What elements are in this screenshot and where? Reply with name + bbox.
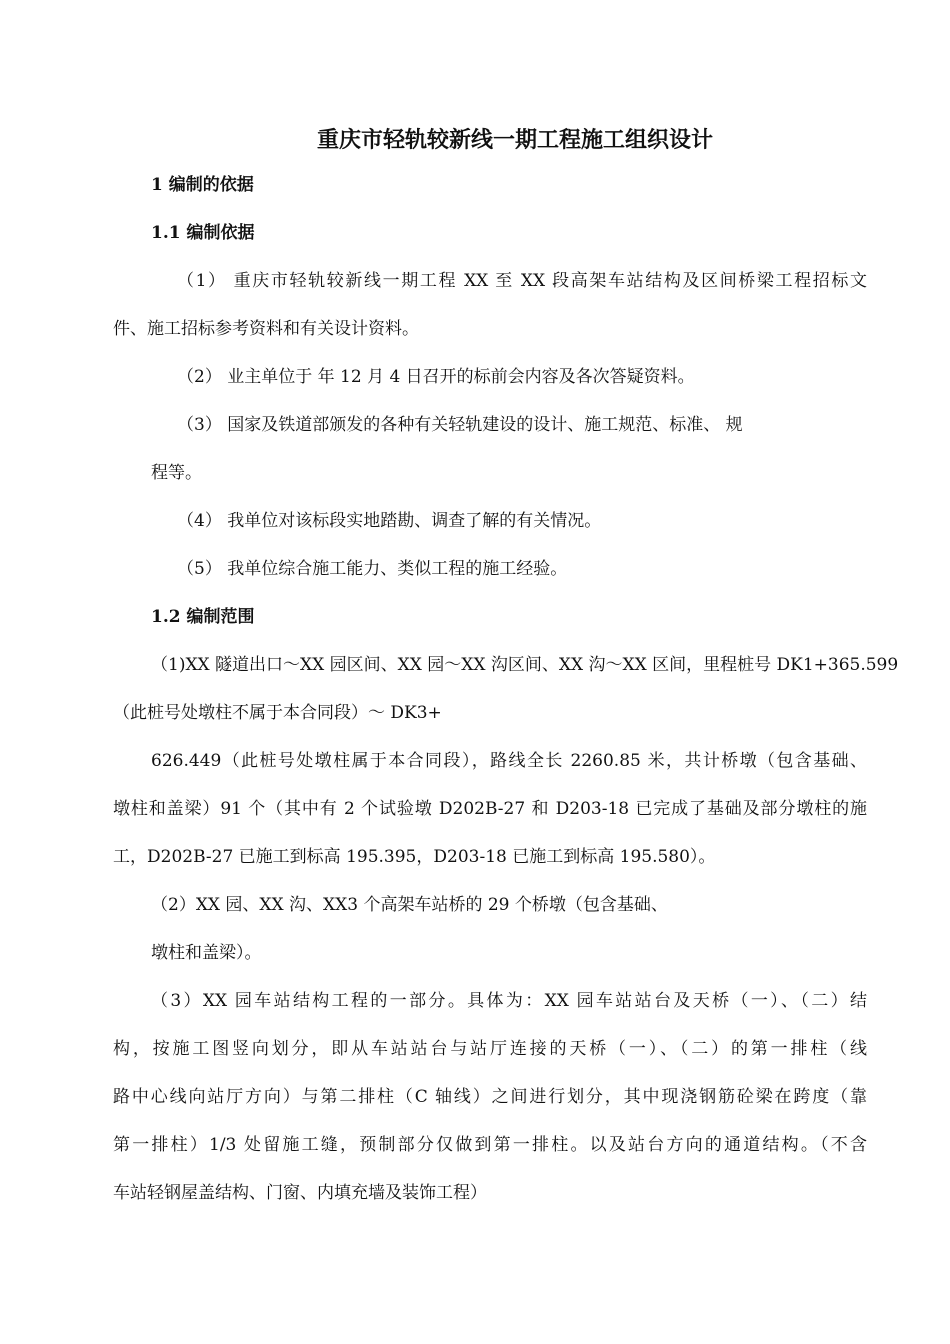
basis-item-3-line-2: 程等。	[151, 463, 202, 483]
section-heading-1: 1 编制的依据	[151, 175, 254, 195]
scope-item-3-line-3: 路中心线向站厅方向）与第二排柱（C 轴线）之间进行划分，其中现浇钢筋砼梁在跨度（靠	[113, 1087, 867, 1107]
section-heading-1-1: 1.1 编制依据	[151, 223, 255, 243]
basis-item-1-line-2: 件、施工招标参考资料和有关设计资料。	[113, 319, 419, 339]
scope-item-3-line-4: 第一排柱）1/3 处留施工缝，预制部分仅做到第一排柱。以及站台方向的通道结构。（不含	[113, 1135, 867, 1155]
scope-item-2-line-1: （2）XX 园、XX 沟、XX3 个高架车站桥的 29 个桥墩（包含基础、	[151, 895, 668, 915]
scope-item-3-line-1: （3）XX 园车站结构工程的一部分。具体为：XX 园车站站台及天桥（一）、（二）结	[151, 991, 867, 1011]
basis-item-4: （4） 我单位对该标段实地踏勘、调查了解的有关情况。	[177, 511, 602, 531]
basis-item-1-line-1: （1） 重庆市轻轨较新线一期工程 XX 至 XX 段高架车站结构及区间桥梁工程招标文	[177, 271, 867, 291]
scope-item-1-line-4: 墩柱和盖梁）91 个（其中有 2 个试验墩 D202B-27 和 D203-18 已完成了基础及部分墩柱的施	[113, 799, 867, 819]
scope-item-1-line-2: （此桩号处墩柱不属于本合同段）～ DK3+	[113, 703, 442, 723]
basis-item-5: （5） 我单位综合施工能力、类似工程的施工经验。	[177, 559, 568, 579]
scope-item-3-line-5: 车站轻钢屋盖结构、门窗、内填充墙及装饰工程）	[113, 1183, 487, 1203]
scope-item-1-line-3: 626.449（此桩号处墩柱属于本合同段），路线全长 2260.85 米，共计桥墩（包含基础、	[151, 751, 867, 771]
scope-item-2-line-2: 墩柱和盖梁）。	[151, 943, 262, 963]
scope-item-3-line-2: 构，按施工图竖向划分，即从车站站台与站厅连接的天桥（一）、（二）的第一排柱（线	[113, 1039, 867, 1059]
scope-item-1-line-5: 工，D202B-27 已施工到标高 195.395，D203-18 已施工到标高 195.580）。	[113, 847, 716, 867]
basis-item-2: （2） 业主单位于 年 12 月 4 日召开的标前会内容及各次答疑资料。	[177, 367, 695, 387]
basis-item-3-line-1: （3） 国家及铁道部颁发的各种有关轻轨建设的设计、施工规范、标准、 规	[177, 415, 743, 435]
document-title: 重庆市轻轨较新线一期工程施工组织设计	[316, 127, 713, 153]
section-heading-1-2: 1.2 编制范围	[151, 607, 255, 627]
scope-item-1-line-1: （1)XX 隧道出口～XX 园区间、XX 园～XX 沟区间、XX 沟～XX 区间，里程桩号 DK1+365.599	[151, 655, 899, 675]
